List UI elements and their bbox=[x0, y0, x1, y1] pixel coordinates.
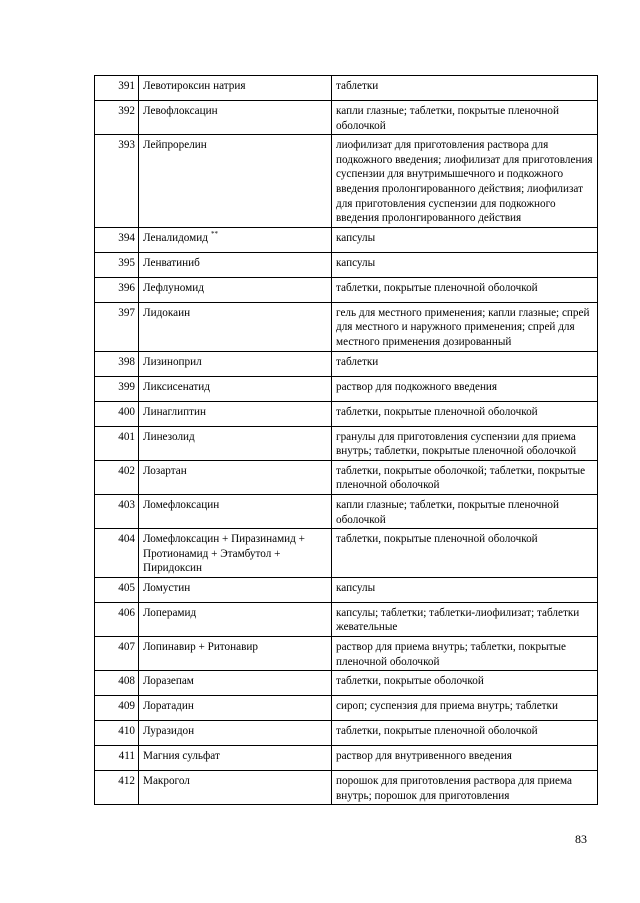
drug-name: Лейпрорелин bbox=[143, 139, 207, 152]
drug-name: Ломефлоксацин bbox=[143, 498, 220, 511]
dosage-form: гранулы для приготовления суспензии для приема внутрь; таблетки, покрытые пленочной оболочкой bbox=[332, 426, 598, 460]
drug-name-cell bbox=[139, 671, 332, 696]
drug-name-cell bbox=[139, 351, 332, 376]
row-number: 392 bbox=[95, 101, 139, 135]
row-number: 401 bbox=[95, 426, 139, 460]
drug-name-cell bbox=[139, 602, 332, 636]
table-row bbox=[95, 302, 598, 351]
drug-name: Леналидомид bbox=[143, 231, 208, 244]
dosage-form: капсулы; таблетки; таблетки-лиофилизат; таблетки жевательные bbox=[332, 602, 598, 636]
dosage-form: порошок для приготовления раствора для приема внутрь; порошок для приготовления bbox=[332, 771, 598, 805]
row-number: 394 bbox=[95, 227, 139, 252]
drug-name: Линаглиптин bbox=[143, 405, 206, 418]
drug-name: Ликсисенатид bbox=[143, 380, 210, 393]
row-number: 412 bbox=[95, 771, 139, 805]
dosage-form: гель для местного применения; капли глазные; спрей для местного и наружного применения; спрей для местного применения дозированный bbox=[332, 302, 598, 351]
drug-name-cell bbox=[139, 460, 332, 494]
row-number: 406 bbox=[95, 602, 139, 636]
row-number: 391 bbox=[95, 76, 139, 101]
table-row bbox=[95, 529, 598, 578]
drug-name-cell bbox=[139, 529, 332, 578]
drug-name-cell bbox=[139, 721, 332, 746]
drug-name: Левотироксин натрия bbox=[143, 80, 246, 92]
drug-name: Магния сульфат bbox=[143, 750, 220, 763]
dosage-form: сироп; суспензия для приема внутрь; таблетки bbox=[332, 696, 598, 721]
table-row bbox=[95, 460, 598, 494]
row-number: 396 bbox=[95, 277, 139, 302]
dosage-form: раствор для внутривенного введения bbox=[332, 746, 598, 771]
row-number: 411 bbox=[95, 746, 139, 771]
row-number: 400 bbox=[95, 401, 139, 426]
row-number: 404 bbox=[95, 529, 139, 578]
row-number: 405 bbox=[95, 577, 139, 602]
dosage-form: капсулы bbox=[332, 577, 598, 602]
table-row bbox=[95, 135, 598, 228]
drug-name-cell bbox=[139, 376, 332, 401]
row-number: 407 bbox=[95, 637, 139, 671]
table-row bbox=[95, 696, 598, 721]
drug-name-cell bbox=[139, 302, 332, 351]
dosage-form: лиофилизат для приготовления раствора для подкожного введения; лиофилизат для приготовления суспензии для внутримышечного и подкожного введения пролонгированного действия; лиофилизат для приготовления суспензии для подкожного введения пролонгированного действия bbox=[332, 135, 598, 228]
table-row bbox=[95, 671, 598, 696]
table-row bbox=[95, 771, 598, 805]
table-row bbox=[95, 494, 598, 528]
drug-name-cell bbox=[139, 577, 332, 602]
table-row bbox=[95, 637, 598, 671]
dosage-form: капли глазные; таблетки, покрытые пленочной оболочкой bbox=[332, 101, 598, 135]
row-number: 403 bbox=[95, 494, 139, 528]
drug-name-cell bbox=[139, 252, 332, 277]
drug-name: Ломефлоксацин + Пиразинамид + Протионамид + Этамбутол + Пиридоксин bbox=[143, 533, 305, 575]
table-row bbox=[95, 401, 598, 426]
table-row bbox=[95, 426, 598, 460]
drug-name-cell bbox=[139, 135, 332, 228]
drug-name-cell bbox=[139, 227, 332, 252]
row-number: 408 bbox=[95, 671, 139, 696]
dosage-form: таблетки, покрытые пленочной оболочкой bbox=[332, 529, 598, 578]
drug-name-cell bbox=[139, 637, 332, 671]
drug-name: Лоразепам bbox=[143, 675, 194, 688]
row-number: 410 bbox=[95, 721, 139, 746]
table-row bbox=[95, 351, 598, 376]
drug-name-cell bbox=[139, 746, 332, 771]
row-number: 402 bbox=[95, 460, 139, 494]
drug-name: Левофлоксацин bbox=[143, 105, 218, 117]
table-row bbox=[95, 602, 598, 636]
dosage-form: таблетки, покрытые оболочкой bbox=[332, 671, 598, 696]
row-number: 399 bbox=[95, 376, 139, 401]
dosage-form: таблетки, покрытые оболочкой; таблетки, покрытые пленочной оболочкой bbox=[332, 460, 598, 494]
drug-name-cell bbox=[139, 494, 332, 528]
dosage-form: таблетки, покрытые пленочной оболочкой bbox=[332, 401, 598, 426]
footnote-mark: ** bbox=[210, 230, 218, 239]
row-number: 409 bbox=[95, 696, 139, 721]
dosage-form: капсулы bbox=[332, 252, 598, 277]
drug-name-cell bbox=[139, 76, 332, 101]
dosage-form: капли глазные; таблетки, покрытые пленочной оболочкой bbox=[332, 494, 598, 528]
row-number: 398 bbox=[95, 351, 139, 376]
table-row bbox=[95, 577, 598, 602]
row-number: 397 bbox=[95, 302, 139, 351]
drug-list-body bbox=[95, 76, 598, 805]
table-row bbox=[95, 746, 598, 771]
drug-name: Лидокаин bbox=[143, 306, 191, 319]
drug-name: Макрогол bbox=[143, 775, 190, 788]
row-number: 395 bbox=[95, 252, 139, 277]
drug-name: Лоперамид bbox=[143, 606, 197, 619]
drug-name: Лизиноприл bbox=[143, 355, 202, 368]
drug-name: Лефлуномид bbox=[143, 281, 204, 294]
table-row bbox=[95, 76, 598, 101]
drug-name-cell bbox=[139, 277, 332, 302]
table-row bbox=[95, 721, 598, 746]
table-row bbox=[95, 277, 598, 302]
dosage-form: таблетки, покрытые пленочной оболочкой bbox=[332, 277, 598, 302]
dosage-form: таблетки, покрытые пленочной оболочкой bbox=[332, 721, 598, 746]
table-row bbox=[95, 101, 598, 135]
drug-name: Ломустин bbox=[143, 581, 191, 594]
drug-name: Лоратадин bbox=[143, 700, 194, 713]
dosage-form: таблетки bbox=[332, 76, 598, 101]
table-row bbox=[95, 376, 598, 401]
drug-name: Лопинавир + Ритонавир bbox=[143, 641, 258, 654]
row-number: 393 bbox=[95, 135, 139, 228]
drug-name-cell bbox=[139, 426, 332, 460]
drug-name: Луразидон bbox=[143, 725, 195, 738]
dosage-form: раствор для подкожного введения bbox=[332, 376, 598, 401]
drug-name-cell bbox=[139, 401, 332, 426]
table-row bbox=[95, 227, 598, 252]
dosage-form: таблетки bbox=[332, 351, 598, 376]
drug-name-cell bbox=[139, 101, 332, 135]
page-number: 83 bbox=[575, 832, 587, 846]
drug-name: Линезолид bbox=[143, 430, 195, 443]
drug-list-table bbox=[94, 75, 598, 805]
dosage-form: раствор для приема внутрь; таблетки, покрытые пленочной оболочкой bbox=[332, 637, 598, 671]
drug-name: Ленватиниб bbox=[143, 256, 200, 269]
drug-name-cell bbox=[139, 771, 332, 805]
dosage-form: капсулы bbox=[332, 227, 598, 252]
drug-name: Лозартан bbox=[143, 464, 187, 477]
drug-name-cell bbox=[139, 696, 332, 721]
table-row bbox=[95, 252, 598, 277]
